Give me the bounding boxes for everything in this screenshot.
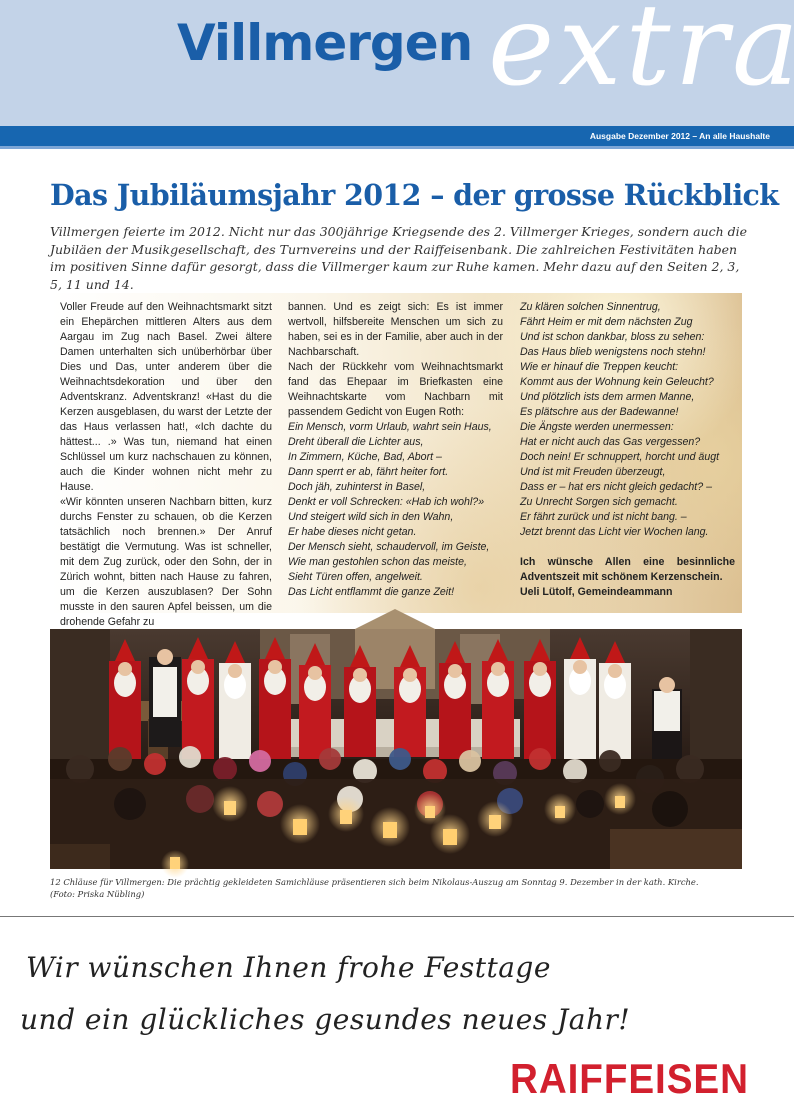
poem-line: Dass er – hat ers nicht gleich gedacht? –	[520, 481, 712, 493]
poem-line: Es plätschre aus der Badewanne!	[520, 406, 679, 418]
poem-line: In Zimmern, Küche, Bad, Abort –	[288, 451, 442, 463]
poem-part-1	[288, 420, 503, 600]
poem-line: Er habe dieses nicht getan.	[288, 526, 417, 538]
poem-line: Denkt er voll Schrecken: «Hab ich wohl?»	[288, 496, 485, 508]
article-column-3	[520, 300, 735, 600]
issue-divider	[0, 146, 794, 149]
article-lead: Villmergen feierte im 2012. Nicht nur das 300jährige Kriegsende des 2. Villmerger Krieges, sondern auch die Jubiläen der Musikgesellschaft, des Turnvereins und der Raiffeisenbank. Die zahlreichen Festivitäten haben im positiven Sinne dafür gesorgt, dass die Villmerger kaum zur Ruhe kamen. Mehr dazu auf den Seiten 2, 3, 5, 11 und 14.	[50, 224, 748, 292]
poem-line: Hat er nicht auch das Gas vergessen?	[520, 436, 701, 448]
church-photo	[50, 629, 742, 869]
photo-caption	[50, 877, 750, 900]
church-photo-illustration	[50, 629, 742, 869]
article-headline: Das Jubiläumsjahr 2012 – der grosse Rückblick	[50, 178, 779, 212]
closing-wish: Ich wünsche Allen eine besinnliche Adventszeit mit schönem Kerzenschein.	[520, 556, 735, 583]
poem-line: Die Ängste werden unermessen:	[520, 421, 674, 433]
poem-line: Wie er hinauf die Treppen keucht:	[520, 361, 679, 373]
greeting-line-2: und ein glückliches gesundes neues Jahr!	[20, 1003, 631, 1036]
poem-line: Zu klären solchen Sinnentrug,	[520, 301, 661, 313]
article-paragraph: Nach der Rückkehr vom Weihnachtsmarkt fand das Ehepaar im Briefkasten eine Weihnachtskarte vom Nachbarn mit passendem Gedicht von Eugen Roth:	[288, 361, 503, 418]
poem-line: Sieht Türen offen, angelweit.	[288, 571, 423, 583]
photo-credit: (Foto: Priska Nübling)	[50, 888, 145, 899]
article-column-2	[288, 300, 503, 600]
poem-line: Zu Unrecht Sorgen sich gemacht.	[520, 496, 678, 508]
article-paragraph: bannen. Und es zeigt sich: Es ist immer wertvoll, hilfsbereite Menschen um sich zu haben, sei es in der Familie, aber auch in der Nachbarschaft.	[288, 301, 503, 358]
poem-line: Ein Mensch, vorm Urlaub, wahrt sein Haus,	[288, 421, 492, 433]
poem-line: Wie man gestohlen schon das meiste,	[288, 556, 467, 568]
poem-line: Und ist schon dankbar, bloss zu sehen:	[520, 331, 705, 343]
poem-part-2	[520, 300, 735, 540]
poem-line: Er fährt zurück und ist nicht bang. –	[520, 511, 687, 523]
poem-line: Kommt aus der Wohnung kein Geleucht?	[520, 376, 714, 388]
poem-line: Doch jäh, zuhinterst in Basel,	[288, 481, 426, 493]
poem-line: Das Haus blieb wenigstens noch stehn!	[520, 346, 706, 358]
poem-line: Fährt Heim er mit dem nächsten Zug	[520, 316, 693, 328]
masthead-extra: extra	[488, 0, 803, 111]
issue-label: Ausgabe Dezember 2012 – An alle Haushalte	[589, 131, 770, 141]
closing-signature: Ueli Lütolf, Gemeindeammann	[520, 586, 673, 598]
raiffeisen-logo: RAIFFEISEN	[510, 1055, 749, 1102]
poem-line: Doch nein! Er schnuppert, horcht und äugt	[520, 451, 720, 463]
poem-line: Dann sperrt er ab, fährt heiter fort.	[288, 466, 449, 478]
photo-caption-text: 12 Chläuse für Villmergen: Die prächtig gekleideten Samichläuse präsentieren sich beim Nikolaus-Auszug am Sonntag 9. Dezember in der kath. Kirche.	[50, 877, 699, 887]
poem-line: Und steigert wild sich in den Wahn,	[288, 511, 454, 523]
article-column-1	[60, 300, 272, 630]
article-paragraph: «Wir könnten unseren Nachbarn bitten, kurz durchs Fenster zu schauen, ob die Kerzen tatsächlich noch brennen.» Der Anruf bestätigt die Vermutung. Was ist schneller, mit dem Zug zurück, oder den Sohn, der in Zürich wohnt, bitten nach Hause zu fahren, um die Kerzen auszublasen? Der Sohn musste in den sauren Apfel beissen, um die drohende Gefahr zu	[60, 496, 272, 628]
poem-line: Dreht überall die Lichter aus,	[288, 436, 424, 448]
poem-line: Das Licht entflammt die ganze Zeit!	[288, 586, 455, 598]
poem-line: Jetzt brennt das Licht vier Wochen lang.	[520, 526, 709, 538]
greeting-line-1: Wir wünschen Ihnen frohe Festtage	[26, 951, 551, 984]
article-paragraph: Voller Freude auf den Weihnachtsmarkt sitzt ein Ehepärchen mittleren Alters aus dem Aargau im Zug nach Basel. Zwei ältere Damen unterhalten sich unüberhörbar über Dies und Das, unter anderem über die Weihnachtsdekoration und über den Adventskranz. Adventskranz! «Hast du die Kerzen ausgeblasen, du warst der Letzte der das Haus verlassen hat!, «Ich dachte du hättest... .» Was tun, niemand hat einen Schlüssel um kurz nachschauen zu können, auch die Kinder wohnen nicht mehr zu Hause.	[60, 301, 272, 493]
poem-line: Und ist mit Freuden überzeugt,	[520, 466, 666, 478]
article-text-panel	[50, 293, 742, 628]
masthead-title: Villmergen	[177, 14, 473, 72]
poem-line: Und plötzlich ists dem armen Manne,	[520, 391, 695, 403]
poem-line: Der Mensch sieht, schaudervoll, im Geiste,	[288, 541, 490, 553]
footer-divider	[0, 916, 794, 917]
masthead	[0, 0, 803, 126]
